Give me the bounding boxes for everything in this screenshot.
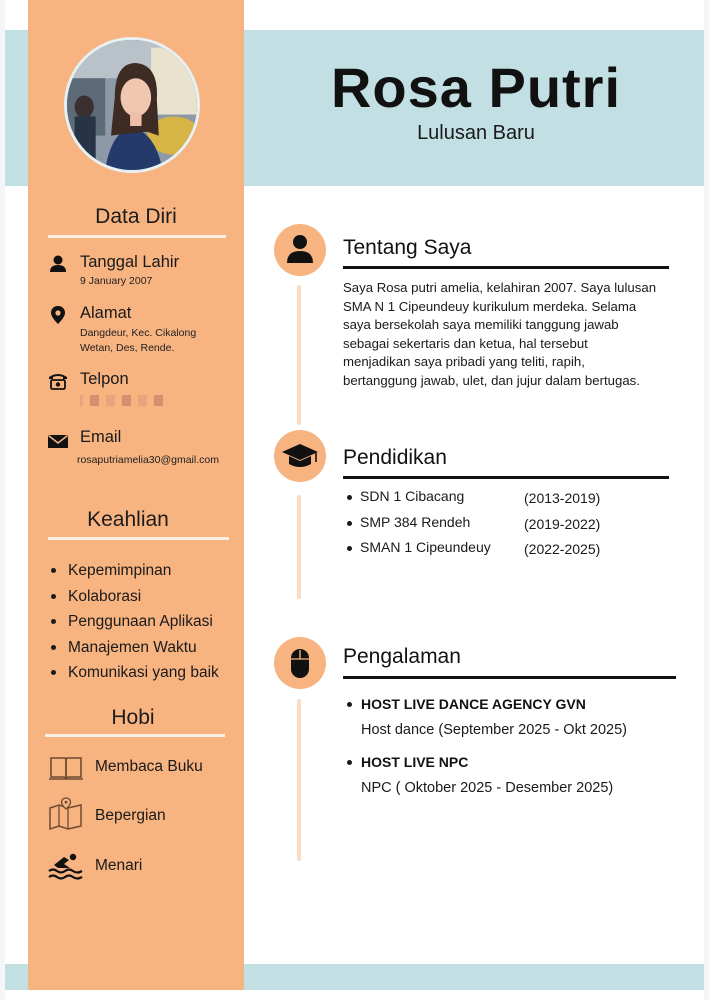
book-icon	[48, 750, 84, 784]
hobby-label: Membaca Buku	[95, 758, 203, 775]
timeline-line	[297, 285, 301, 425]
hobby-label: Menari	[95, 857, 143, 874]
profile-photo	[64, 37, 200, 173]
data-diri-heading: Data Diri	[95, 205, 177, 228]
hobi-divider	[45, 734, 225, 737]
person-subtitle: Lulusan Baru	[417, 122, 535, 144]
location-pin-icon	[47, 304, 69, 326]
experience-title: Pengalaman	[343, 645, 461, 668]
redaction-block	[90, 395, 99, 406]
school-name: SDN 1 Cibacang	[360, 488, 465, 504]
experience-detail: NPC ( Oktober 2025 - Desember 2025)	[361, 780, 614, 796]
person-icon	[274, 224, 326, 276]
list-item: Penggunaan Aplikasi	[49, 609, 219, 635]
timeline-line	[297, 699, 301, 861]
school-name: SMAN 1 Cipeundeuy	[360, 539, 491, 555]
phone-value-redacted	[80, 393, 250, 408]
timeline-line	[297, 495, 301, 599]
list-item: Kepemimpinan	[49, 558, 219, 584]
experience-divider	[343, 676, 676, 679]
mouse-icon	[274, 637, 326, 689]
keahlian-divider	[48, 537, 229, 540]
address-title: Alamat	[80, 304, 132, 322]
birth-title: Tanggal Lahir	[80, 253, 180, 271]
experience-detail: Host dance (September 2025 - Okt 2025)	[361, 722, 627, 738]
experience-item	[343, 696, 673, 744]
keahlian-heading: Keahlian	[87, 508, 169, 531]
map-icon	[48, 797, 84, 831]
about-icon-circle	[274, 224, 326, 276]
birth-value: 9 January 2007	[80, 275, 153, 287]
person-icon	[47, 253, 69, 275]
school-years: (2013-2019)	[524, 490, 601, 506]
education-title: Pendidikan	[343, 446, 447, 469]
redaction-block	[80, 395, 83, 406]
about-title: Tentang Saya	[343, 236, 472, 259]
envelope-icon	[47, 430, 69, 452]
hobby-travel	[48, 797, 238, 831]
experience-role: HOST LIVE DANCE AGENCY GVN	[361, 696, 586, 712]
data-diri-divider	[48, 235, 226, 238]
school-name: SMP 384 Rendeh	[360, 513, 471, 530]
about-divider	[343, 266, 669, 269]
telephone-icon	[47, 370, 69, 392]
phone-title: Telpon	[80, 370, 129, 388]
education-icon-circle	[274, 430, 326, 482]
email-info	[47, 428, 242, 470]
education-divider	[343, 476, 669, 479]
swimmer-icon	[48, 848, 84, 882]
address-info	[47, 304, 242, 354]
list-item: Manajemen Waktu	[49, 635, 219, 661]
redaction-block	[106, 395, 115, 406]
experience-item	[343, 754, 673, 802]
birth-info	[47, 253, 242, 293]
experience-icon-circle	[274, 637, 326, 689]
about-text: Saya Rosa putri amelia, kelahiran 2007. Saya lulusan SMA N 1 Cipeundeuy kurikulum merdeka. Selama saya bersekolah saya memiliki tanggung jawab sebagai sekertaris dan ketua, hal tersebut menjadikan saya pribadi yang teliti, rapih, bertanggung jawab, ulet, dan jujur dalam bertugas.	[343, 280, 657, 388]
redaction-block	[122, 395, 131, 406]
bullet	[347, 760, 352, 765]
person-name: Rosa Putri	[330, 56, 622, 119]
redaction-block	[154, 395, 163, 406]
hobi-heading: Hobi	[111, 706, 155, 729]
hobby-swim	[48, 848, 238, 882]
email-title: Email	[80, 428, 122, 446]
phone-info	[47, 370, 242, 410]
skills-list	[49, 558, 219, 686]
email-value: rosaputriamelia30@gmail.com	[77, 454, 219, 466]
school-years: (2019-2022)	[524, 515, 601, 532]
graduation-cap-icon	[274, 430, 326, 482]
hobby-label: Bepergian	[95, 807, 166, 824]
list-item: Kolaborasi	[49, 584, 219, 610]
hobby-reading	[48, 750, 238, 784]
bullet	[347, 702, 352, 707]
school-years: (2022-2025)	[524, 541, 601, 557]
experience-role: HOST LIVE NPC	[361, 754, 469, 770]
resume-page	[5, 0, 704, 1000]
address-value: Dangdeur, Kec. Cikalong Wetan, Des, Rende.	[80, 327, 197, 354]
redaction-block	[138, 395, 147, 406]
list-item: Komunikasi yang baik	[49, 660, 219, 686]
